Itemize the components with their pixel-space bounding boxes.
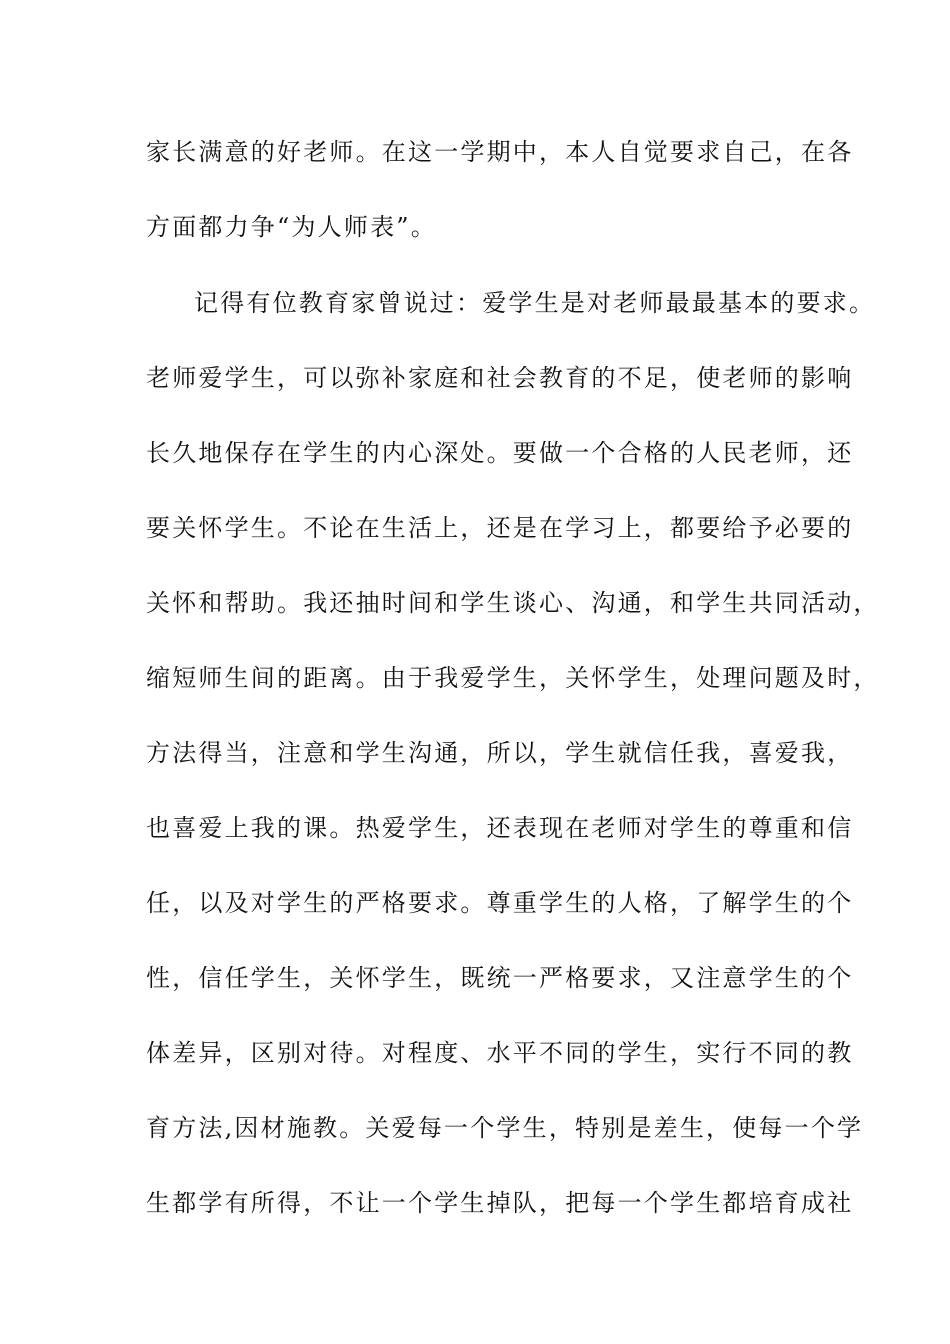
text-line: 生都学有所得，不让一个学生掉队，把每一个学生都培育成社 [146,1189,854,1217]
text-line: 长久地保存在学生的内心深处。要做一个合格的人民老师，还 [146,439,854,467]
text-line: 关怀和帮助。我还抽时间和学生谈心、沟通，和学生共同活动， [146,589,880,617]
text-line: 要关怀学生。不论在生活上，还是在学习上，都要给予必要的 [146,514,854,542]
text-line: 老师爱学生，可以弥补家庭和社会教育的不足，使老师的影响 [146,364,854,392]
text-line: 性，信任学生，关怀学生，既统一严格要求，又注意学生的个 [146,964,854,992]
text-line: 体差异，区别对待。对程度、水平不同的学生，实行不同的教 [146,1039,854,1067]
text-line: 任，以及对学生的严格要求。尊重学生的人格，了解学生的个 [146,889,854,917]
paragraph-first-line: 记得有位教育家曾说过：爱学生是对老师最最基本的要求。 [194,289,876,317]
text-line: 方法得当，注意和学生沟通，所以，学生就信任我，喜爱我， [146,739,854,767]
text-line: 育方法,因材施教。关爱每一个学生，特别是差生，使每一个学 [146,1114,864,1142]
text-line: 缩短师生间的距离。由于我爱学生，关怀学生，处理问题及时， [146,664,880,692]
text-line: 家长满意的好老师。在这一学期中，本人自觉要求自己，在各 [146,138,854,166]
text-line: 也喜爱上我的课。热爱学生，还表现在老师对学生的尊重和信 [146,814,854,842]
text-line: 方面都力争“为人师表”。 [146,213,437,241]
